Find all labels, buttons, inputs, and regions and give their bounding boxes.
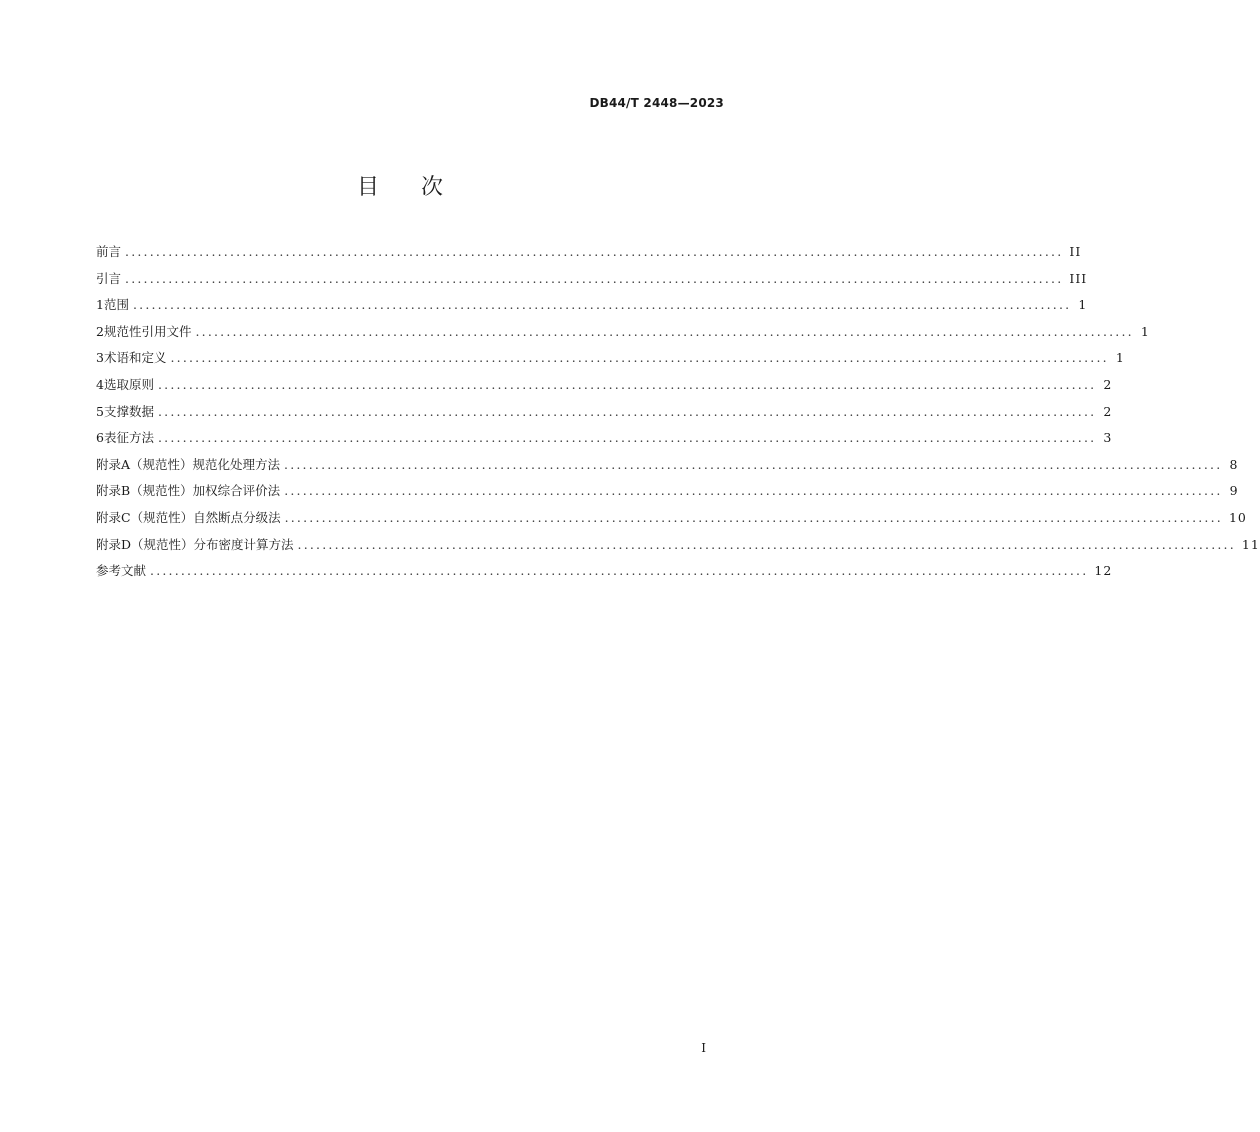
toc-entry-bibliography[interactable]	[96, 561, 1113, 588]
toc-entry-appendix-c[interactable]	[96, 508, 1247, 535]
toc-entry-label: 附录B（规范性）加权综合评价法	[96, 483, 281, 499]
toc-entry-page: 11	[1241, 536, 1260, 552]
toc-entry-normative-references[interactable]	[96, 322, 1150, 349]
toc-entry-characterization-methods[interactable]	[96, 428, 1113, 455]
toc-entry-page: III	[1069, 270, 1088, 286]
toc-entry-selection-principles[interactable]	[96, 375, 1113, 402]
toc-dot-leader: ........................................................................................................................................................	[125, 270, 1064, 286]
toc-entry-number: 3	[96, 350, 104, 366]
toc-entry-appendix-b[interactable]	[96, 481, 1239, 508]
toc-entry-page: 1	[1078, 297, 1088, 313]
table-of-contents	[96, 242, 1260, 588]
toc-entry-label: 术语和定义	[103, 350, 167, 366]
toc-entry-label: 前言	[96, 244, 122, 259]
toc-entry-label: 规范性引用文件	[103, 323, 192, 339]
toc-entry-label: 附录C（规范性）自然断点分级法	[96, 509, 281, 525]
toc-dot-leader: ........................................................................................................................................................	[284, 483, 1223, 499]
toc-entry-page: 8	[1229, 456, 1239, 472]
toc-dot-leader: ........................................................................................................................................................	[150, 563, 1089, 579]
toc-entry-number: 2	[96, 323, 104, 339]
toc-entry-page: 1	[1140, 323, 1150, 339]
toc-dot-leader: ........................................................................................................................................................	[195, 323, 1134, 339]
toc-entry-page: 2	[1103, 376, 1113, 392]
toc-entry-label: 选取原则	[103, 376, 154, 392]
toc-entry-page: 12	[1094, 563, 1113, 579]
toc-entry-label: 范围	[103, 297, 129, 313]
toc-entry-number: 5	[96, 403, 104, 419]
toc-dot-leader: ........................................................................................................................................................	[284, 456, 1223, 472]
toc-entry-terms-definitions[interactable]	[96, 348, 1125, 375]
toc-dot-leader: ........................................................................................................................................................	[157, 403, 1097, 419]
toc-entry-introduction[interactable]	[96, 269, 1088, 296]
toc-entry-supporting-data[interactable]	[96, 402, 1113, 429]
toc-entry-appendix-a[interactable]	[96, 455, 1239, 482]
toc-dot-leader: ........................................................................................................................................................	[157, 376, 1097, 392]
toc-entry-label: 参考文献	[96, 563, 147, 579]
toc-entry-page: 9	[1229, 483, 1239, 499]
page-number: I	[701, 1041, 706, 1055]
toc-dot-leader: ........................................................................................................................................................	[297, 536, 1236, 552]
toc-dot-leader: ........................................................................................................................................................	[157, 430, 1097, 446]
toc-entry-label: 表征方法	[103, 430, 154, 446]
toc-entry-label: 支撑数据	[103, 403, 154, 419]
toc-dot-leader: ........................................................................................................................................................	[125, 244, 1064, 259]
toc-entry-page: 3	[1103, 430, 1113, 446]
toc-entry-label: 附录A（规范性）规范化处理方法	[96, 456, 281, 472]
toc-entry-label: 附录D（规范性）分布密度计算方法	[96, 536, 294, 552]
toc-dot-leader: ........................................................................................................................................................	[132, 297, 1072, 313]
toc-dot-leader: ........................................................................................................................................................	[284, 509, 1223, 525]
toc-entry-page: 1	[1115, 350, 1125, 366]
document-code: DB44/T 2448—2023	[589, 96, 724, 110]
toc-title	[0, 170, 800, 201]
toc-entry-number: 6	[96, 430, 104, 446]
toc-entry-label: 引言	[96, 270, 122, 286]
toc-entry-number: 4	[96, 376, 104, 392]
toc-entry-page: 2	[1103, 403, 1113, 419]
toc-entry-page: II	[1069, 244, 1082, 259]
toc-entry-scope[interactable]	[96, 295, 1088, 322]
toc-entry-foreword[interactable]	[96, 242, 1082, 269]
toc-entry-number: 1	[96, 297, 104, 313]
toc-title-char-2: 次	[421, 175, 444, 200]
toc-entry-appendix-d[interactable]	[96, 535, 1260, 562]
toc-dot-leader: ........................................................................................................................................................	[170, 350, 1109, 366]
toc-title-char-1: 目	[356, 175, 379, 200]
toc-entry-page: 10	[1228, 509, 1247, 525]
